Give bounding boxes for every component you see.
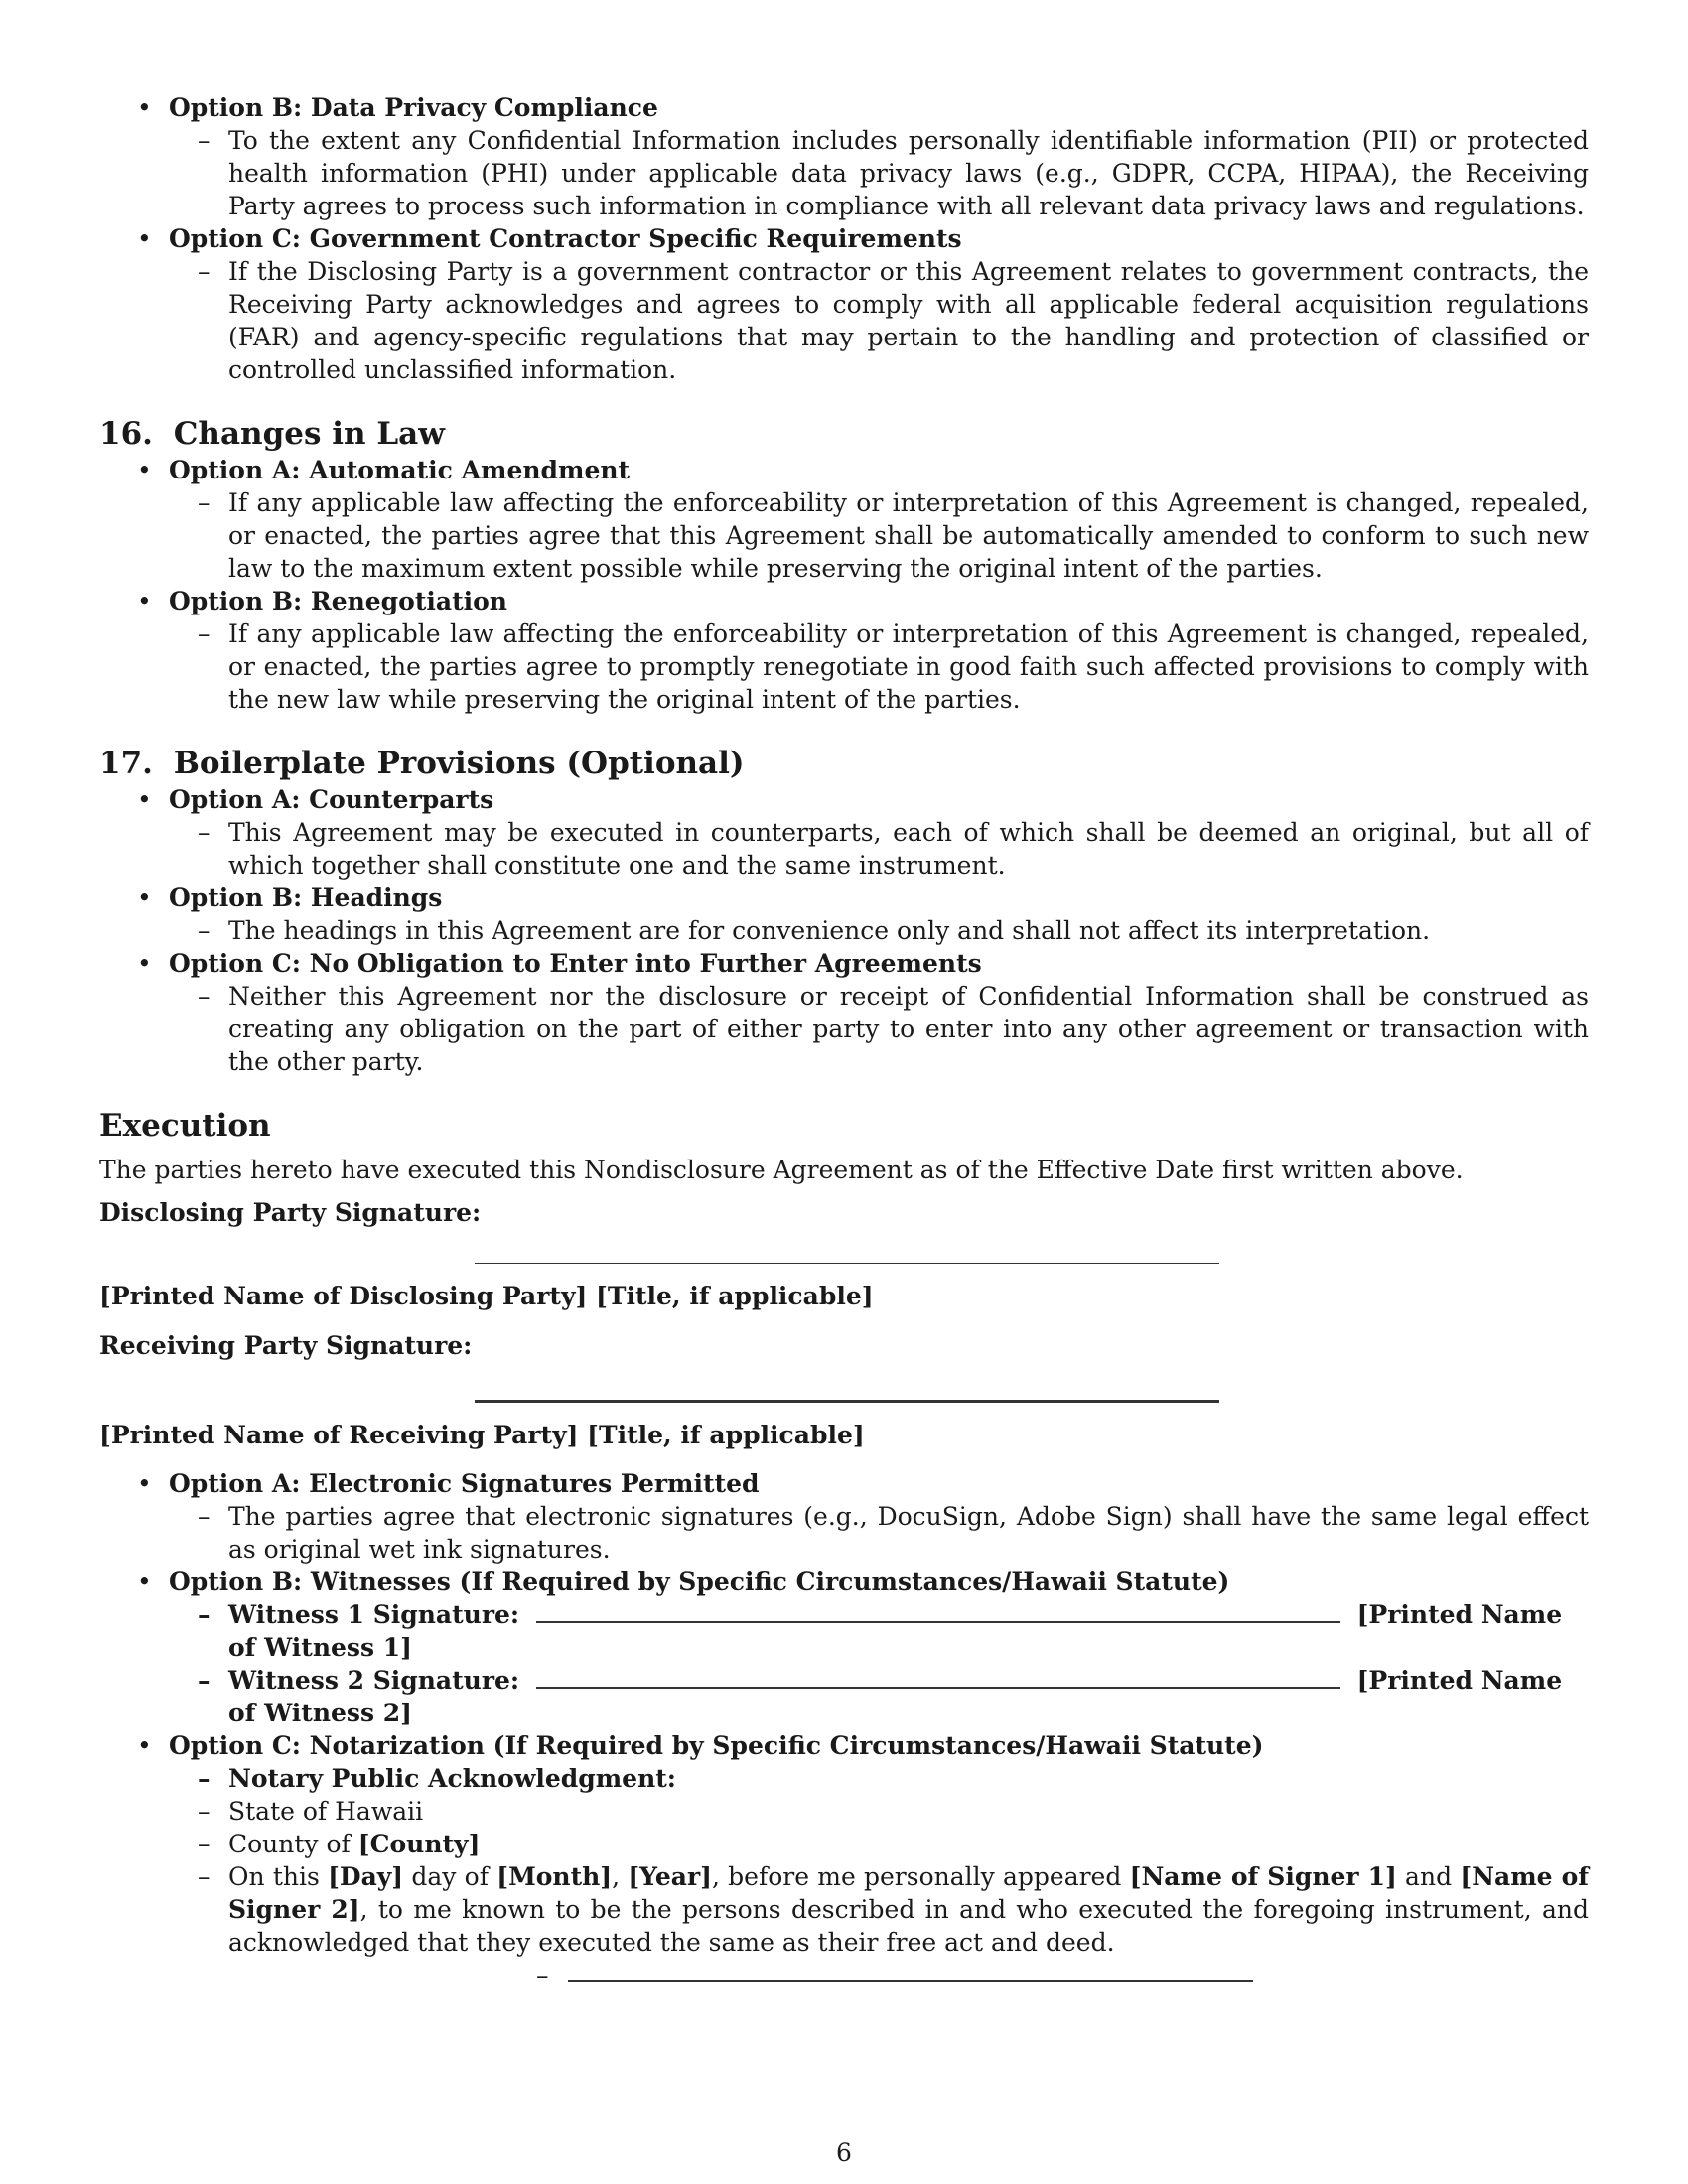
option-text: – If the Disclosing Party is a government contractor or this Agreement relates to government contracts, the Receiving Party acknowledges and agrees to comply with all applicable federal acquisition regulations (FAR) and agency-specific regulations that may pertain to the handling and protection of classified or controlled unclassified information. bbox=[169, 255, 1589, 386]
option-text: – If any applicable law affecting the enforceability or interpretation of this Agreement is changed, repealed, or enacted, the parties agree that this Agreement shall be automatically amended to conform to such new law to the maximum extent possible while preserving the original intent of the parties. bbox=[169, 486, 1589, 585]
ack-text: day of bbox=[403, 1862, 497, 1891]
witness-2-signature-line[interactable] bbox=[536, 1665, 1340, 1689]
county-placeholder: [County] bbox=[357, 1830, 481, 1858]
list-item bbox=[99, 222, 1589, 386]
receiving-signature-line[interactable] bbox=[475, 1362, 1219, 1403]
option-text: – This Agreement may be executed in counterparts, each of which shall be deemed an original, but all of which together shall constitute one and the same instrument. bbox=[169, 816, 1589, 882]
list-item bbox=[99, 1729, 1589, 1959]
continuation-options bbox=[99, 91, 1589, 386]
list-item bbox=[99, 1566, 1589, 1729]
section-title: Boilerplate Provisions (Optional) bbox=[173, 746, 745, 781]
option-text: – The headings in this Agreement are for convenience only and shall not affect its interpretation. bbox=[169, 914, 1589, 947]
option-label: Option A: Counterparts bbox=[169, 785, 494, 814]
list-item bbox=[99, 1467, 1589, 1566]
ack-text: , to me known to be the persons described in and who executed the foregoing instrument, and acknowledged that they executed the same as their free act and deed. bbox=[228, 1895, 1589, 1957]
section-number: 17. bbox=[99, 746, 153, 781]
list-item bbox=[99, 947, 1589, 1078]
receiving-signature-label: Receiving Party Signature: bbox=[99, 1331, 473, 1360]
receiving-printed-name: [Printed Name of Receiving Party] [Title, if applicable] bbox=[99, 1421, 865, 1449]
notary-state: – State of Hawaii bbox=[169, 1795, 1589, 1828]
section-heading-16 bbox=[99, 414, 1589, 454]
notary-acknowledgment bbox=[169, 1860, 1589, 1959]
dash-marker: – bbox=[536, 1961, 549, 1989]
document-page bbox=[99, 91, 1589, 1992]
list-item bbox=[99, 91, 1589, 222]
witness-1-signature-line[interactable] bbox=[536, 1599, 1340, 1623]
witness-1-label: Witness 1 Signature: bbox=[228, 1600, 520, 1629]
day-placeholder: [Day] bbox=[328, 1862, 404, 1891]
option-text: – Neither this Agreement nor the disclosure or receipt of Confidential Information shall be construed as creating any obligation on the part of either party to enter into any other agreement or transaction with the other party. bbox=[169, 980, 1589, 1078]
year-placeholder: [Year] bbox=[628, 1862, 712, 1891]
disclosing-signature-line[interactable] bbox=[475, 1229, 1219, 1264]
ack-text: , before me personally appeared bbox=[711, 1862, 1130, 1891]
month-placeholder: [Month] bbox=[496, 1862, 613, 1891]
option-text: – If any applicable law affecting the enforceability or interpretation of this Agreement is changed, repealed, or enacted, the parties agree to promptly renegotiate in good faith such affected provisions to comply with the new law while preserving the original intent of the parties. bbox=[169, 617, 1589, 716]
notary-signature-row bbox=[99, 1959, 1589, 1992]
county-prefix: County of bbox=[228, 1830, 358, 1858]
witness-2-row bbox=[169, 1664, 1589, 1729]
option-label: Option A: Automatic Amendment bbox=[169, 456, 631, 484]
witness-1-row bbox=[169, 1598, 1589, 1664]
notary-signature-line[interactable] bbox=[568, 1980, 1253, 1982]
section-17-options bbox=[99, 783, 1589, 1078]
option-label: Option C: Notarization (If Required by Specific Circumstances/Hawaii Statute) bbox=[169, 1731, 1264, 1760]
signer-1-placeholder: [Name of Signer 1] bbox=[1129, 1862, 1397, 1891]
list-item bbox=[99, 454, 1589, 585]
ack-text: On this bbox=[228, 1862, 329, 1891]
option-label: Option B: Renegotiation bbox=[169, 587, 507, 615]
execution-options bbox=[99, 1467, 1589, 1959]
witness-1-printed-name: [Printed Name of Witness 1] bbox=[228, 1600, 1563, 1662]
list-item bbox=[99, 882, 1589, 947]
list-item bbox=[99, 585, 1589, 716]
signer-2-placeholder: [Name of Signer 2] bbox=[228, 1862, 1590, 1924]
section-number: 16. bbox=[99, 416, 153, 452]
option-label: Option B: Headings bbox=[169, 884, 443, 912]
option-label: Option A: Electronic Signatures Permitted bbox=[169, 1469, 760, 1498]
execution-intro: The parties hereto have executed this Nondisclosure Agreement as of the Effective Date first written above. bbox=[99, 1156, 1464, 1184]
notary-county bbox=[169, 1828, 1589, 1860]
execution-heading: Execution bbox=[99, 1108, 271, 1144]
section-16-options bbox=[99, 454, 1589, 716]
section-title: Changes in Law bbox=[173, 416, 445, 452]
page-number: 6 bbox=[836, 2138, 852, 2167]
notary-label: – Notary Public Acknowledgment: bbox=[169, 1762, 1589, 1795]
option-text: – To the extent any Confidential Information includes personally identifiable information (PII) or protected health information (PHI) under applicable data privacy laws (e.g., GDPR, CCPA, HIPAA), the Receiving Party agrees to process such information in compliance with all relevant data privacy laws and regulations. bbox=[169, 124, 1589, 222]
option-label: Option B: Data Privacy Compliance bbox=[169, 93, 658, 122]
option-text: – The parties agree that electronic signatures (e.g., DocuSign, Adobe Sign) shall have the same legal effect as original wet ink signatures. bbox=[169, 1500, 1589, 1566]
option-label: Option B: Witnesses (If Required by Specific Circumstances/Hawaii Statute) bbox=[169, 1568, 1230, 1596]
disclosing-printed-name: [Printed Name of Disclosing Party] [Title, if applicable] bbox=[99, 1282, 874, 1310]
section-heading-17 bbox=[99, 744, 1589, 783]
option-label: Option C: No Obligation to Enter into Further Agreements bbox=[169, 949, 982, 978]
witness-2-label: Witness 2 Signature: bbox=[228, 1666, 520, 1695]
witness-2-printed-name: [Printed Name of Witness 2] bbox=[228, 1666, 1563, 1727]
option-label: Option C: Government Contractor Specific Requirements bbox=[169, 224, 962, 253]
ack-text: and bbox=[1396, 1862, 1461, 1891]
list-item bbox=[99, 783, 1589, 882]
ack-text: , bbox=[612, 1862, 629, 1891]
disclosing-signature-label: Disclosing Party Signature: bbox=[99, 1198, 482, 1227]
